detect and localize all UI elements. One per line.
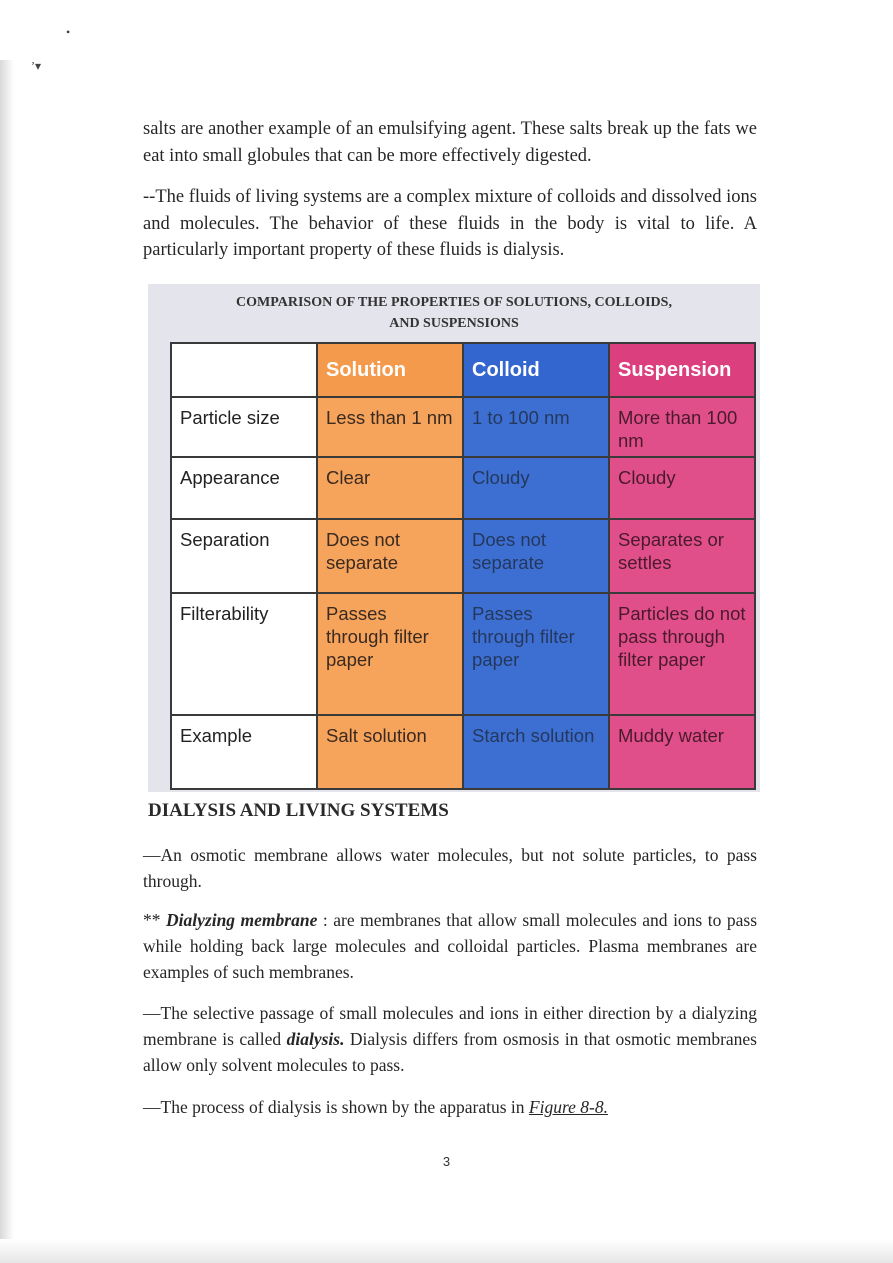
table-cell: 1 to 100 nm <box>463 397 609 457</box>
dialysis-text-start: —The selective passage of small molecules and ions in either direction by a dialyzing membrane is called <box>143 1003 757 1049</box>
table-cell: Appearance <box>171 457 317 519</box>
scan-speck: • <box>66 25 71 39</box>
dialyzing-membrane-paragraph <box>143 907 757 985</box>
table-cell: Separation <box>171 519 317 593</box>
table-cell: Cloudy <box>463 457 609 519</box>
table-cell: More than 100 nm <box>609 397 755 457</box>
table-row <box>171 519 755 593</box>
comparison-table-figure <box>148 284 760 792</box>
section-heading: DIALYSIS AND LIVING SYSTEMS <box>148 800 449 821</box>
dialysis-paragraph <box>143 1000 757 1078</box>
intro-paragraph-1: salts are another example of an emulsifying agent. These salts break up the fats we eat into small globules that can be more effectively digested. <box>143 119 757 166</box>
table-cell: Less than 1 nm <box>317 397 463 457</box>
header-solution: Solution <box>317 343 463 397</box>
table-caption <box>148 292 760 334</box>
table-cell: Filterability <box>171 593 317 715</box>
header-suspension: Suspension <box>609 343 755 397</box>
header-colloid: Colloid <box>463 343 609 397</box>
table-cell: Salt solution <box>317 715 463 789</box>
table-cell: Particles do not pass through filter paper <box>609 593 755 715</box>
table-cell: Starch solution <box>463 715 609 789</box>
header-property: Property <box>171 343 317 397</box>
table-caption-line-1: COMPARISON OF THE PROPERTIES OF SOLUTIONS, COLLOIDS, <box>236 295 672 310</box>
table-cell: Clear <box>317 457 463 519</box>
table-cell: Example <box>171 715 317 789</box>
table-caption-line-2: AND SUSPENSIONS <box>389 316 519 331</box>
properties-table <box>170 342 756 790</box>
dialysis-text-end: Dialysis differs from osmosis in that osmotic membranes allow only solvent molecules to pass. <box>143 1029 757 1075</box>
table-header-row <box>171 343 755 397</box>
scan-edge-shadow <box>0 60 14 1250</box>
table-row <box>171 397 755 457</box>
osmotic-membrane-paragraph: —An osmotic membrane allows water molecules, but not solute particles, to pass through. <box>143 845 757 891</box>
scan-speck: ʼ▾ <box>31 59 42 73</box>
table-cell: Does not separate <box>317 519 463 593</box>
table-cell: Passes through filter paper <box>463 593 609 715</box>
table-row <box>171 457 755 519</box>
figure-8-8-link[interactable]: Figure 8-8. <box>528 1097 608 1117</box>
table-cell: Particle size <box>171 397 317 457</box>
page-number: 3 <box>442 1154 451 1169</box>
table-cell: Does not separate <box>463 519 609 593</box>
table-cell: Passes through filter paper <box>317 593 463 715</box>
dialyzing-membrane-definition: : are membranes that allow small molecules and ions to pass while holding back large molecules and colloidal particles. Plasma membranes are examples of such membranes. <box>143 910 757 982</box>
table-cell: Cloudy <box>609 457 755 519</box>
scan-bottom-shadow <box>0 1239 893 1263</box>
dialysis-term: dialysis. <box>286 1029 345 1049</box>
intro-paragraph-2: --The fluids of living systems are a complex mixture of colloids and dissolved ions and molecules. The behavior of these fluids in the body is vital to life. A particularly important property of these fluids is dialysis. <box>143 187 757 260</box>
table-cell: Muddy water <box>609 715 755 789</box>
figure-reference-text: —The process of dialysis is shown by the apparatus in <box>143 1097 529 1117</box>
table-cell: Separates or settles <box>609 519 755 593</box>
bullet-marker: ** <box>143 910 167 930</box>
table-row <box>171 715 755 789</box>
dialyzing-membrane-term: Dialyzing membrane <box>166 910 318 930</box>
figure-reference-paragraph <box>143 1094 757 1120</box>
table-row <box>171 593 755 715</box>
